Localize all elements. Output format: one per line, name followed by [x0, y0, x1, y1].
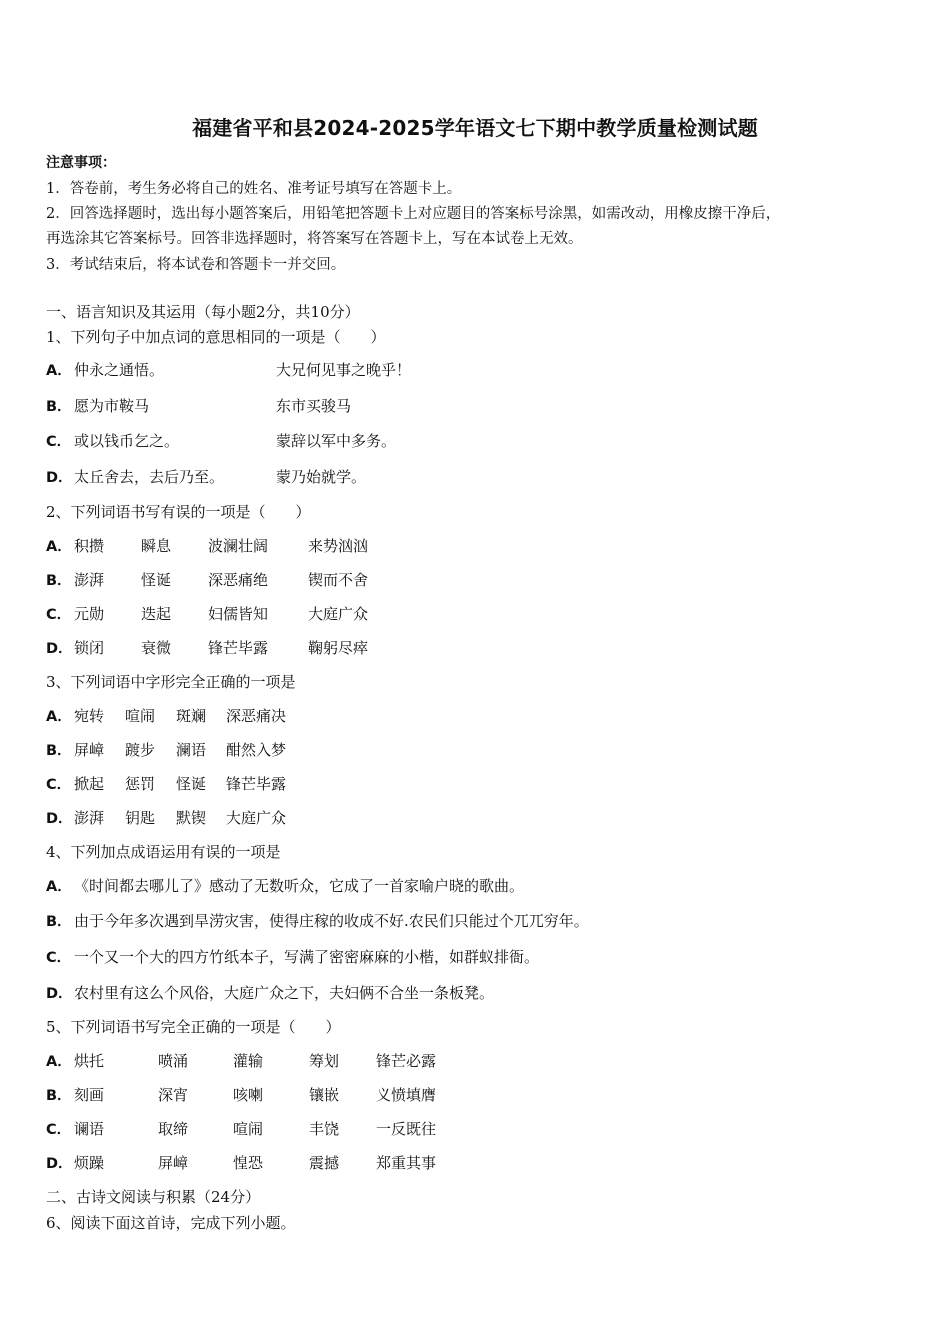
question-4-option-a: [46, 875, 524, 896]
option-text: 农村里有这么个风俗，大庭广众之下，夫妇俩不合坐一条板凳。: [74, 984, 495, 1002]
section-heading-1: 一、语言知识及其运用（每小题2分，共10分）: [46, 303, 360, 321]
option-cell: 酣然入梦: [226, 741, 287, 759]
option-cell: 波澜壮阔: [208, 537, 269, 555]
option-cell: 喧闹: [125, 707, 156, 725]
option-cell: 瞬息: [141, 537, 172, 555]
option-cell: 太丘舍去，去后乃至。: [74, 468, 225, 486]
option-cell: 义愤填膺: [376, 1086, 437, 1104]
option-cell: 蒙辞以军中多务。: [276, 432, 397, 450]
notice-line-4: 3．考试结束后，将本试卷和答题卡一并交回。: [46, 257, 346, 273]
question-2-option-c: [46, 603, 368, 624]
option-cell: 怪诞: [141, 571, 172, 589]
option-letter: A．: [46, 709, 72, 725]
option-cell: 郑重其事: [376, 1154, 437, 1172]
option-cell: 大兄何见事之晚乎！: [276, 361, 412, 379]
option-text: 《时间都去哪儿了》感动了无数听众，它成了一首家喻户晓的歌曲。: [74, 877, 525, 895]
option-cell: 取缔: [158, 1120, 189, 1138]
option-cell: 锁闭: [74, 639, 105, 657]
option-letter: D．: [46, 986, 73, 1002]
notice-heading: 注意事项：: [46, 155, 116, 171]
option-letter: D．: [46, 1156, 73, 1172]
option-cell: 锋芒毕露: [226, 775, 287, 793]
option-cell: 大庭广众: [226, 809, 287, 827]
option-cell: 烘托: [74, 1052, 105, 1070]
option-cell: 踱步: [125, 741, 156, 759]
option-cell: 掀起: [74, 775, 105, 793]
option-cell: 深恶痛决: [226, 707, 287, 725]
option-cell: 锋芒毕露: [208, 639, 269, 657]
question-4-option-c: [46, 946, 539, 967]
exam-title: 福建省平和县2024-2025学年语文七下期中教学质量检测试题: [192, 116, 758, 140]
option-letter: D．: [46, 641, 73, 657]
option-cell: 斑斓: [176, 707, 207, 725]
question-3-option-d: [46, 807, 286, 828]
question-5-option-c: [46, 1118, 436, 1139]
option-cell: 鞠躬尽瘁: [308, 639, 369, 657]
option-letter: B．: [46, 399, 72, 415]
question-3-option-b: [46, 739, 286, 760]
option-letter: B．: [46, 743, 72, 759]
question-4-option-b: [46, 910, 589, 931]
option-cell: 丰饶: [309, 1120, 340, 1138]
option-cell: 衰微: [141, 639, 172, 657]
option-cell: 烦躁: [74, 1154, 105, 1172]
option-letter: C．: [46, 607, 72, 623]
option-cell: 宛转: [74, 707, 105, 725]
option-cell: 怪诞: [176, 775, 207, 793]
question-1-option-c: [46, 430, 396, 451]
question-3-stem: 3、下列词语中字形完全正确的一项是: [46, 673, 296, 691]
option-cell: 灌输: [233, 1052, 264, 1070]
notice-line-2: 2．回答选择题时，选出每小题答案后，用铅笔把答题卡上对应题目的答案标号涂黑，如需改动，用橡皮擦干净后，: [46, 206, 781, 222]
option-cell: 迭起: [141, 605, 172, 623]
option-cell: 默锲: [176, 809, 207, 827]
option-letter: C．: [46, 434, 72, 450]
option-cell: 喧闹: [233, 1120, 264, 1138]
option-cell: 筹划: [309, 1052, 340, 1070]
question-1-option-a: [46, 359, 411, 380]
option-letter: D．: [46, 811, 73, 827]
option-letter: C．: [46, 950, 72, 966]
option-cell: 深恶痛绝: [208, 571, 269, 589]
option-cell: 或以钱币乞之。: [74, 432, 180, 450]
question-1-option-b: [46, 395, 351, 416]
question-2-stem: 2、下列词语书写有误的一项是（ ）: [46, 503, 311, 521]
option-cell: 妇儒皆知: [208, 605, 269, 623]
option-letter: C．: [46, 777, 72, 793]
option-text: 由于今年多次遇到旱涝灾害，使得庄稼的收成不好.农民们只能过个兀兀穷年。: [74, 912, 589, 930]
option-cell: 大庭广众: [308, 605, 369, 623]
option-cell: 刻画: [74, 1086, 105, 1104]
option-cell: 锲而不舍: [308, 571, 369, 589]
question-4-option-d: [46, 982, 494, 1003]
question-5-stem: 5、下列词语书写完全正确的一项是（ ）: [46, 1018, 341, 1036]
option-cell: 咳喇: [233, 1086, 264, 1104]
question-5-option-a: [46, 1050, 436, 1071]
option-letter: A．: [46, 879, 72, 895]
question-6-stem: 6、阅读下面这首诗，完成下列小题。: [46, 1214, 296, 1232]
option-cell: 惶恐: [233, 1154, 264, 1172]
option-cell: 喷涌: [158, 1052, 189, 1070]
option-cell: 惩罚: [125, 775, 156, 793]
option-cell: 谰语: [74, 1120, 105, 1138]
notice-line-3: 再选涂其它答案标号。回答非选择题时，将答案写在答题卡上，写在本试卷上无效。: [46, 231, 583, 247]
notice-line-1: 1．答卷前，考生务必将自己的姓名、准考证号填写在答题卡上。: [46, 181, 462, 197]
option-letter: A．: [46, 363, 72, 379]
option-cell: 一反既往: [376, 1120, 437, 1138]
option-cell: 钥匙: [125, 809, 156, 827]
option-cell: 元勋: [74, 605, 105, 623]
question-4-stem: 4、下列加点成语运用有误的一项是: [46, 843, 281, 861]
option-cell: 屏嶂: [74, 741, 105, 759]
option-letter: A．: [46, 539, 72, 555]
option-cell: 愿为市鞍马: [74, 397, 150, 415]
question-2-option-a: [46, 535, 368, 556]
option-letter: C．: [46, 1122, 72, 1138]
question-3-option-a: [46, 705, 286, 726]
section-heading-2: 二、古诗文阅读与积累（24分）: [46, 1188, 261, 1206]
question-2-option-d: [46, 637, 368, 658]
question-5-option-b: [46, 1084, 436, 1105]
option-cell: 蒙乃始就学。: [276, 468, 367, 486]
question-3-option-c: [46, 773, 286, 794]
option-letter: D．: [46, 470, 73, 486]
option-cell: 镶嵌: [309, 1086, 340, 1104]
question-1-option-d: [46, 466, 366, 487]
question-1-stem: 1、下列句子中加点词的意思相同的一项是（ ）: [46, 328, 386, 346]
option-text: 一个又一个大的四方竹纸本子，写满了密密麻麻的小楷，如群蚁排衙。: [74, 948, 540, 966]
option-letter: B．: [46, 1088, 72, 1104]
option-cell: 澎湃: [74, 809, 105, 827]
option-cell: 积攒: [74, 537, 105, 555]
option-cell: 澜语: [176, 741, 207, 759]
option-cell: 屏嶂: [158, 1154, 189, 1172]
option-cell: 震撼: [309, 1154, 340, 1172]
option-letter: B．: [46, 573, 72, 589]
option-letter: B．: [46, 914, 72, 930]
option-cell: 澎湃: [74, 571, 105, 589]
option-cell: 东市买骏马: [276, 397, 352, 415]
option-cell: 来势汹汹: [308, 537, 369, 555]
option-cell: 仲永之通悟。: [74, 361, 165, 379]
question-2-option-b: [46, 569, 368, 590]
question-5-option-d: [46, 1152, 436, 1173]
option-letter: A．: [46, 1054, 72, 1070]
option-cell: 锋芒必露: [376, 1052, 437, 1070]
option-cell: 深宵: [158, 1086, 189, 1104]
